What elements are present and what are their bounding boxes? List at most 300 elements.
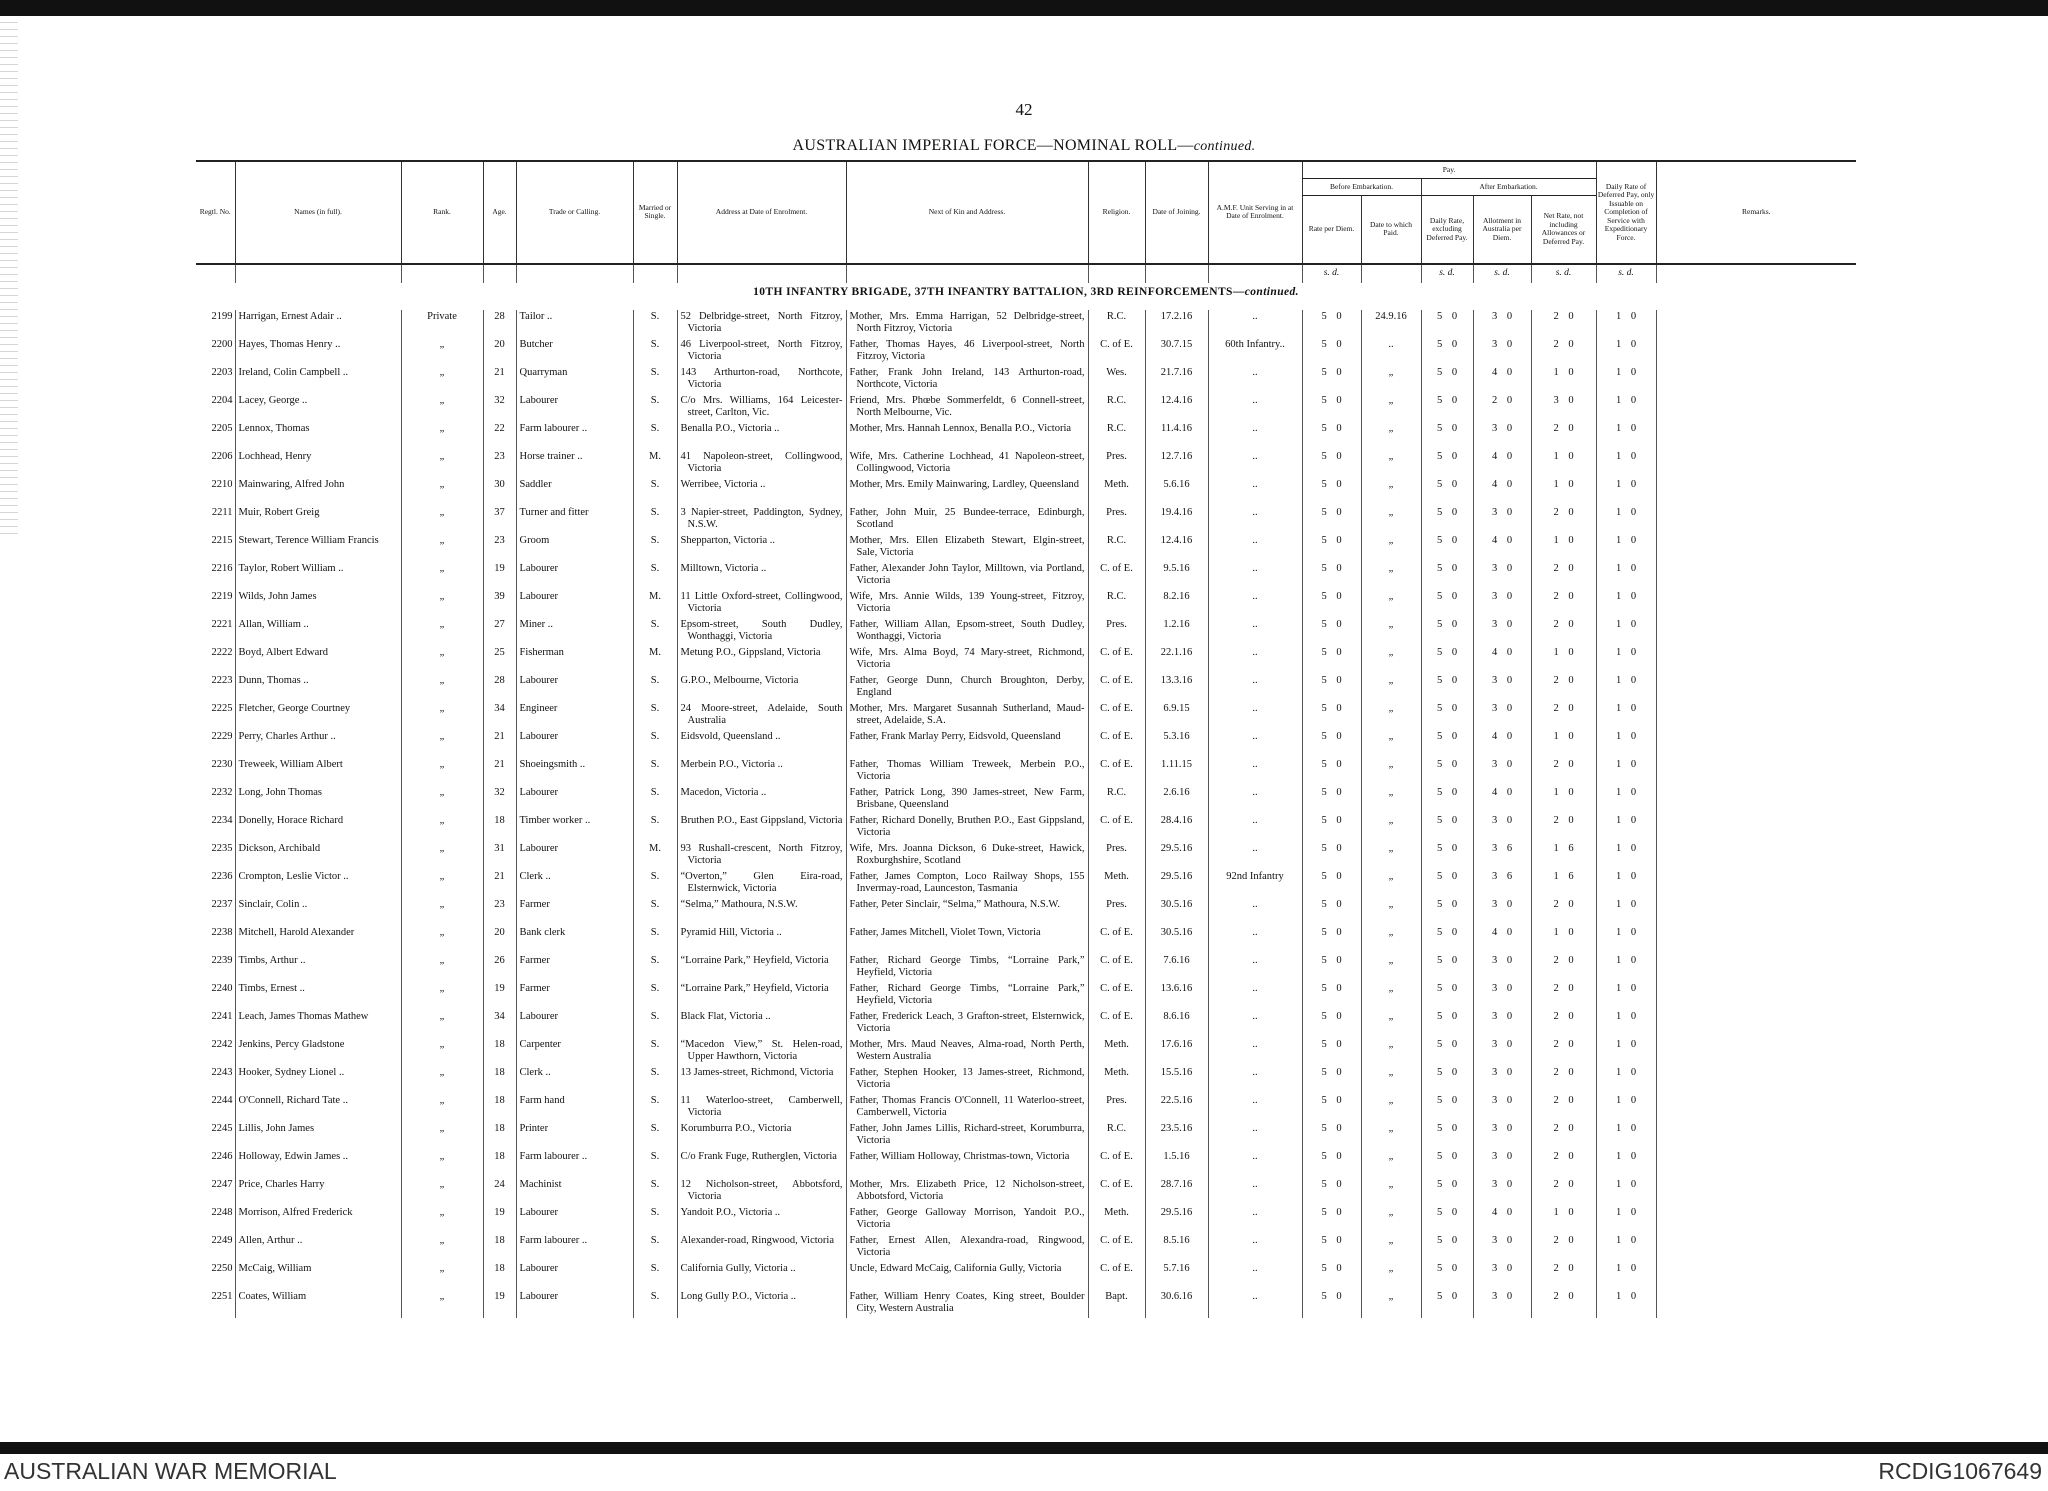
header-allotment: Allotment in Australia per Diem. bbox=[1473, 196, 1531, 264]
cell-address: Pyramid Hill, Victoria .. bbox=[677, 926, 846, 954]
cell-age: 32 bbox=[483, 394, 516, 422]
cell-married-single: S. bbox=[633, 982, 677, 1010]
cell-daily-rate: 5 0 bbox=[1421, 506, 1473, 534]
cell-regt-no: 2241 bbox=[211, 1010, 233, 1022]
table-row bbox=[196, 310, 1856, 338]
table-row bbox=[196, 1122, 1856, 1150]
cell-remarks bbox=[1656, 926, 1856, 954]
cell-religion: C. of E. bbox=[1088, 982, 1145, 1010]
cell-name: McCaig, William bbox=[235, 1262, 401, 1290]
cell-daily-rate: 5 0 bbox=[1421, 366, 1473, 394]
cell-next-of-kin: Father, Alexander John Taylor, Milltown, via Portland, Victoria bbox=[846, 562, 1088, 590]
cell-name: Boyd, Albert Edward bbox=[235, 646, 401, 674]
table-row bbox=[196, 898, 1856, 926]
cell-deferred-rate: 1 0 bbox=[1596, 870, 1656, 898]
cell-daily-rate: 5 0 bbox=[1421, 954, 1473, 982]
cell-deferred-rate: 1 0 bbox=[1596, 1234, 1656, 1262]
cell-rate-per-diem: 5 0 bbox=[1302, 674, 1361, 702]
cell-married-single: M. bbox=[633, 590, 677, 618]
cell-next-of-kin: Mother, Mrs. Emily Mainwaring, Lardley, Queensland bbox=[846, 478, 1088, 506]
cell-daily-rate: 5 0 bbox=[1421, 926, 1473, 954]
cell-religion: C. of E. bbox=[1088, 338, 1145, 366]
cell-regt-no: 2251 bbox=[211, 1290, 233, 1302]
table-row bbox=[196, 842, 1856, 870]
cell-trade: Engineer bbox=[516, 702, 633, 730]
cell-amf-unit: .. bbox=[1208, 954, 1302, 982]
cell-next-of-kin: Father, Peter Sinclair, “Selma,” Mathoura, N.S.W. bbox=[846, 898, 1088, 926]
cell-remarks bbox=[1656, 786, 1856, 814]
cell-rank: „ bbox=[401, 1038, 483, 1066]
cell-date-of-joining: 29.5.16 bbox=[1145, 842, 1208, 870]
cell-date-paid: „ bbox=[1361, 702, 1421, 730]
cell-regt-no: 2216 bbox=[211, 562, 233, 574]
cell-daily-rate: 5 0 bbox=[1421, 478, 1473, 506]
cell-trade: Labourer bbox=[516, 1206, 633, 1234]
cell-date-of-joining: 12.7.16 bbox=[1145, 450, 1208, 478]
header-trade: Trade or Calling. bbox=[516, 161, 633, 264]
cell-address: Alexander-road, Ringwood, Victoria bbox=[677, 1234, 846, 1262]
cell-name: Sinclair, Colin .. bbox=[235, 898, 401, 926]
cell-date-paid: „ bbox=[1361, 1234, 1421, 1262]
cell-trade: Labourer bbox=[516, 1290, 633, 1318]
cell-married-single: S. bbox=[633, 618, 677, 646]
cell-allotment: 3 0 bbox=[1473, 1038, 1531, 1066]
cell-married-single: S. bbox=[633, 1038, 677, 1066]
cell-religion: C. of E. bbox=[1088, 1234, 1145, 1262]
cell-remarks bbox=[1656, 674, 1856, 702]
cell-date-of-joining: 5.6.16 bbox=[1145, 478, 1208, 506]
cell-next-of-kin: Mother, Mrs. Elizabeth Price, 12 Nicholson-street, Abbotsford, Victoria bbox=[846, 1178, 1088, 1206]
cell-address: “Lorraine Park,” Heyfield, Victoria bbox=[677, 954, 846, 982]
cell-daily-rate: 5 0 bbox=[1421, 786, 1473, 814]
cell-trade: Farmer bbox=[516, 954, 633, 982]
cell-deferred-rate: 1 0 bbox=[1596, 422, 1656, 450]
cell-rate-per-diem: 5 0 bbox=[1302, 1094, 1361, 1122]
cell-date-paid: 24.9.16 bbox=[1361, 310, 1421, 338]
cell-rate-per-diem: 5 0 bbox=[1302, 1262, 1361, 1290]
cell-trade: Printer bbox=[516, 1122, 633, 1150]
cell-religion: R.C. bbox=[1088, 590, 1145, 618]
table-row bbox=[196, 534, 1856, 562]
cell-regt-no: 2199 bbox=[211, 310, 233, 322]
cell-allotment: 3 0 bbox=[1473, 338, 1531, 366]
cell-next-of-kin: Father, Frederick Leach, 3 Grafton-street, Elsternwick, Victoria bbox=[846, 1010, 1088, 1038]
cell-age: 18 bbox=[483, 1234, 516, 1262]
cell-date-of-joining: 19.4.16 bbox=[1145, 506, 1208, 534]
cell-age: 23 bbox=[483, 534, 516, 562]
cell-net-rate: 2 0 bbox=[1531, 1178, 1596, 1206]
table-row bbox=[196, 870, 1856, 898]
cell-deferred-rate: 1 0 bbox=[1596, 478, 1656, 506]
cell-rate-per-diem: 5 0 bbox=[1302, 870, 1361, 898]
cell-religion: Meth. bbox=[1088, 478, 1145, 506]
cell-rank: „ bbox=[401, 674, 483, 702]
cell-daily-rate: 5 0 bbox=[1421, 1178, 1473, 1206]
cell-daily-rate: 5 0 bbox=[1421, 394, 1473, 422]
cell-allotment: 3 0 bbox=[1473, 758, 1531, 786]
cell-allotment: 3 0 bbox=[1473, 422, 1531, 450]
cell-address: “Macedon View,” St. Helen-road, Upper Hawthorn, Victoria bbox=[677, 1038, 846, 1066]
cell-regt-no: 2203 bbox=[211, 366, 233, 378]
cell-name: Allen, Arthur .. bbox=[235, 1234, 401, 1262]
cell-rank: „ bbox=[401, 926, 483, 954]
cell-rate-per-diem: 5 0 bbox=[1302, 506, 1361, 534]
cell-married-single: S. bbox=[633, 1262, 677, 1290]
cell-address: Long Gully P.O., Victoria .. bbox=[677, 1290, 846, 1318]
table-row bbox=[196, 730, 1856, 758]
cell-daily-rate: 5 0 bbox=[1421, 1038, 1473, 1066]
cell-trade: Horse trainer .. bbox=[516, 450, 633, 478]
cell-rate-per-diem: 5 0 bbox=[1302, 1290, 1361, 1318]
cell-amf-unit: .. bbox=[1208, 898, 1302, 926]
header-pay: Pay. bbox=[1302, 161, 1596, 179]
cell-date-paid: „ bbox=[1361, 590, 1421, 618]
cell-religion: R.C. bbox=[1088, 786, 1145, 814]
table-row bbox=[196, 814, 1856, 842]
cell-allotment: 3 6 bbox=[1473, 870, 1531, 898]
cell-name: Dickson, Archibald bbox=[235, 842, 401, 870]
cell-married-single: S. bbox=[633, 506, 677, 534]
table-row bbox=[196, 1150, 1856, 1178]
cell-address: Epsom-street, South Dudley, Wonthaggi, Victoria bbox=[677, 618, 846, 646]
cell-deferred-rate: 1 0 bbox=[1596, 1290, 1656, 1318]
cell-amf-unit: .. bbox=[1208, 786, 1302, 814]
cell-remarks bbox=[1656, 898, 1856, 926]
cell-regt-no: 2215 bbox=[211, 534, 233, 546]
cell-rank: „ bbox=[401, 1178, 483, 1206]
cell-married-single: S. bbox=[633, 562, 677, 590]
cell-daily-rate: 5 0 bbox=[1421, 982, 1473, 1010]
cell-married-single: S. bbox=[633, 758, 677, 786]
cell-daily-rate: 5 0 bbox=[1421, 1150, 1473, 1178]
cell-address: 41 Napoleon-street, Collingwood, Victoria bbox=[677, 450, 846, 478]
cell-religion: C. of E. bbox=[1088, 702, 1145, 730]
cell-religion: Pres. bbox=[1088, 898, 1145, 926]
cell-date-paid: „ bbox=[1361, 954, 1421, 982]
cell-date-paid: „ bbox=[1361, 674, 1421, 702]
cell-trade: Labourer bbox=[516, 786, 633, 814]
header-religion: Religion. bbox=[1088, 161, 1145, 264]
cell-deferred-rate: 1 0 bbox=[1596, 338, 1656, 366]
cell-deferred-rate: 1 0 bbox=[1596, 1038, 1656, 1066]
cell-next-of-kin: Wife, Mrs. Catherine Lochhead, 41 Napoleon-street, Collingwood, Victoria bbox=[846, 450, 1088, 478]
cell-date-of-joining: 8.2.16 bbox=[1145, 590, 1208, 618]
cell-rank: „ bbox=[401, 1290, 483, 1318]
cell-net-rate: 2 0 bbox=[1531, 1290, 1596, 1318]
header-address: Address at Date of Enrolment. bbox=[677, 161, 846, 264]
cell-rate-per-diem: 5 0 bbox=[1302, 702, 1361, 730]
cell-deferred-rate: 1 0 bbox=[1596, 590, 1656, 618]
header-after-embarkation: After Embarkation. bbox=[1421, 179, 1596, 196]
cell-next-of-kin: Mother, Mrs. Hannah Lennox, Benalla P.O., Victoria bbox=[846, 422, 1088, 450]
cell-next-of-kin: Father, Richard George Timbs, “Lorraine Park,” Heyfield, Victoria bbox=[846, 982, 1088, 1010]
cell-daily-rate: 5 0 bbox=[1421, 450, 1473, 478]
title-suffix: continued. bbox=[1193, 139, 1256, 154]
cell-religion: C. of E. bbox=[1088, 562, 1145, 590]
cell-net-rate: 2 0 bbox=[1531, 1094, 1596, 1122]
unit-sd: s. d. bbox=[1596, 264, 1656, 283]
cell-married-single: S. bbox=[633, 338, 677, 366]
cell-deferred-rate: 1 0 bbox=[1596, 1094, 1656, 1122]
cell-name: Wilds, John James bbox=[235, 590, 401, 618]
cell-trade: Timber worker .. bbox=[516, 814, 633, 842]
cell-age: 24 bbox=[483, 1178, 516, 1206]
cell-allotment: 3 0 bbox=[1473, 506, 1531, 534]
cell-address: Merbein P.O., Victoria .. bbox=[677, 758, 846, 786]
cell-age: 19 bbox=[483, 1206, 516, 1234]
cell-remarks bbox=[1656, 1150, 1856, 1178]
cell-address: “Overton,” Glen Eira-road, Elsternwick, Victoria bbox=[677, 870, 846, 898]
cell-date-paid: „ bbox=[1361, 1066, 1421, 1094]
cell-age: 18 bbox=[483, 1122, 516, 1150]
cell-amf-unit: .. bbox=[1208, 758, 1302, 786]
cell-net-rate: 2 0 bbox=[1531, 814, 1596, 842]
cell-rank: „ bbox=[401, 338, 483, 366]
cell-regt-no: 2236 bbox=[211, 870, 233, 882]
cell-address: C/o Frank Fuge, Rutherglen, Victoria bbox=[677, 1150, 846, 1178]
table-row bbox=[196, 618, 1856, 646]
cell-amf-unit: .. bbox=[1208, 982, 1302, 1010]
cell-address: 24 Moore-street, Adelaide, South Australia bbox=[677, 702, 846, 730]
cell-married-single: S. bbox=[633, 730, 677, 758]
cell-rate-per-diem: 5 0 bbox=[1302, 534, 1361, 562]
cell-age: 28 bbox=[483, 310, 516, 338]
cell-age: 21 bbox=[483, 730, 516, 758]
cell-date-paid: „ bbox=[1361, 814, 1421, 842]
table-row bbox=[196, 394, 1856, 422]
cell-allotment: 3 0 bbox=[1473, 982, 1531, 1010]
cell-rank: „ bbox=[401, 590, 483, 618]
cell-age: 21 bbox=[483, 366, 516, 394]
nominal-roll-table bbox=[196, 160, 1856, 1318]
cell-amf-unit: .. bbox=[1208, 450, 1302, 478]
cell-trade: Clerk .. bbox=[516, 1066, 633, 1094]
cell-daily-rate: 5 0 bbox=[1421, 646, 1473, 674]
cell-age: 28 bbox=[483, 674, 516, 702]
table-row bbox=[196, 506, 1856, 534]
cell-rank: „ bbox=[401, 450, 483, 478]
cell-net-rate: 1 6 bbox=[1531, 870, 1596, 898]
cell-rank: „ bbox=[401, 618, 483, 646]
cell-rank: „ bbox=[401, 1206, 483, 1234]
cell-remarks bbox=[1656, 618, 1856, 646]
cell-allotment: 3 0 bbox=[1473, 814, 1531, 842]
cell-daily-rate: 5 0 bbox=[1421, 338, 1473, 366]
cell-rank: „ bbox=[401, 1010, 483, 1038]
cell-rank: „ bbox=[401, 842, 483, 870]
table-row bbox=[196, 702, 1856, 730]
cell-name: Lillis, John James bbox=[235, 1122, 401, 1150]
cell-religion: Pres. bbox=[1088, 618, 1145, 646]
cell-trade: Fisherman bbox=[516, 646, 633, 674]
cell-regt-no: 2248 bbox=[211, 1206, 233, 1218]
cell-net-rate: 1 0 bbox=[1531, 450, 1596, 478]
cell-married-single: S. bbox=[633, 1206, 677, 1234]
cell-allotment: 3 0 bbox=[1473, 1122, 1531, 1150]
cell-rank: „ bbox=[401, 1262, 483, 1290]
page-title bbox=[0, 137, 2048, 155]
cell-rate-per-diem: 5 0 bbox=[1302, 450, 1361, 478]
cell-next-of-kin: Father, Frank John Ireland, 143 Arthurton-road, Northcote, Victoria bbox=[846, 366, 1088, 394]
cell-net-rate: 3 0 bbox=[1531, 394, 1596, 422]
cell-allotment: 4 0 bbox=[1473, 450, 1531, 478]
cell-date-paid: „ bbox=[1361, 422, 1421, 450]
cell-rank: „ bbox=[401, 534, 483, 562]
cell-date-of-joining: 5.3.16 bbox=[1145, 730, 1208, 758]
cell-net-rate: 2 0 bbox=[1531, 758, 1596, 786]
cell-name: Dunn, Thomas .. bbox=[235, 674, 401, 702]
cell-rank: „ bbox=[401, 366, 483, 394]
cell-religion: Meth. bbox=[1088, 1038, 1145, 1066]
cell-married-single: S. bbox=[633, 1122, 677, 1150]
cell-date-paid: „ bbox=[1361, 870, 1421, 898]
table-row bbox=[196, 1206, 1856, 1234]
cell-remarks bbox=[1656, 954, 1856, 982]
cell-married-single: S. bbox=[633, 1234, 677, 1262]
cell-age: 20 bbox=[483, 926, 516, 954]
cell-religion: C. of E. bbox=[1088, 758, 1145, 786]
cell-daily-rate: 5 0 bbox=[1421, 618, 1473, 646]
cell-rank: Private bbox=[401, 310, 483, 338]
table-row bbox=[196, 926, 1856, 954]
cell-next-of-kin: Father, William Holloway, Christmas-town, Victoria bbox=[846, 1150, 1088, 1178]
cell-rate-per-diem: 5 0 bbox=[1302, 786, 1361, 814]
cell-age: 19 bbox=[483, 562, 516, 590]
cell-married-single: S. bbox=[633, 926, 677, 954]
cell-next-of-kin: Friend, Mrs. Phœbe Sommerfeldt, 6 Connell-street, North Melbourne, Vic. bbox=[846, 394, 1088, 422]
cell-net-rate: 1 0 bbox=[1531, 786, 1596, 814]
cell-remarks bbox=[1656, 1094, 1856, 1122]
cell-name: Leach, James Thomas Mathew bbox=[235, 1010, 401, 1038]
cell-remarks bbox=[1656, 870, 1856, 898]
cell-date-paid: „ bbox=[1361, 1038, 1421, 1066]
cell-daily-rate: 5 0 bbox=[1421, 814, 1473, 842]
cell-religion: C. of E. bbox=[1088, 674, 1145, 702]
cell-date-of-joining: 5.7.16 bbox=[1145, 1262, 1208, 1290]
cell-age: 18 bbox=[483, 1150, 516, 1178]
cell-rate-per-diem: 5 0 bbox=[1302, 1038, 1361, 1066]
cell-daily-rate: 5 0 bbox=[1421, 1234, 1473, 1262]
cell-date-paid: „ bbox=[1361, 1010, 1421, 1038]
scan-top-border bbox=[0, 0, 2048, 16]
cell-allotment: 3 0 bbox=[1473, 1262, 1531, 1290]
cell-next-of-kin: Father, Ernest Allen, Alexandra-road, Ringwood, Victoria bbox=[846, 1234, 1088, 1262]
table-row bbox=[196, 982, 1856, 1010]
cell-date-paid: „ bbox=[1361, 1094, 1421, 1122]
cell-date-paid: „ bbox=[1361, 758, 1421, 786]
cell-age: 25 bbox=[483, 646, 516, 674]
cell-regt-no: 2206 bbox=[211, 450, 233, 462]
cell-remarks bbox=[1656, 814, 1856, 842]
table-row bbox=[196, 1262, 1856, 1290]
cell-remarks bbox=[1656, 338, 1856, 366]
cell-regt-no: 2211 bbox=[211, 506, 233, 518]
cell-date-paid: „ bbox=[1361, 1150, 1421, 1178]
cell-next-of-kin: Father, Richard Donelly, Bruthen P.O., East Gippsland, Victoria bbox=[846, 814, 1088, 842]
cell-rate-per-diem: 5 0 bbox=[1302, 366, 1361, 394]
cell-amf-unit: .. bbox=[1208, 366, 1302, 394]
cell-allotment: 3 0 bbox=[1473, 898, 1531, 926]
cell-rate-per-diem: 5 0 bbox=[1302, 1066, 1361, 1094]
cell-trade: Farm labourer .. bbox=[516, 1234, 633, 1262]
cell-amf-unit: .. bbox=[1208, 926, 1302, 954]
cell-amf-unit: .. bbox=[1208, 1010, 1302, 1038]
unit-sd: s. d. bbox=[1421, 264, 1473, 283]
cell-age: 20 bbox=[483, 338, 516, 366]
cell-religion: C. of E. bbox=[1088, 814, 1145, 842]
cell-deferred-rate: 1 0 bbox=[1596, 1010, 1656, 1038]
cell-married-single: S. bbox=[633, 1094, 677, 1122]
cell-rank: „ bbox=[401, 982, 483, 1010]
cell-remarks bbox=[1656, 562, 1856, 590]
cell-name: Crompton, Leslie Victor .. bbox=[235, 870, 401, 898]
cell-name: Treweek, William Albert bbox=[235, 758, 401, 786]
cell-name: Allan, William .. bbox=[235, 618, 401, 646]
cell-allotment: 2 0 bbox=[1473, 394, 1531, 422]
cell-married-single: S. bbox=[633, 422, 677, 450]
unit-sd: s. d. bbox=[1302, 264, 1361, 283]
cell-trade: Labourer bbox=[516, 1010, 633, 1038]
cell-remarks bbox=[1656, 310, 1856, 338]
cell-age: 30 bbox=[483, 478, 516, 506]
cell-next-of-kin: Father, John James Lillis, Richard-street, Korumburra, Victoria bbox=[846, 1122, 1088, 1150]
cell-trade: Tailor .. bbox=[516, 310, 633, 338]
cell-next-of-kin: Father, George Dunn, Church Broughton, Derby, England bbox=[846, 674, 1088, 702]
cell-remarks bbox=[1656, 422, 1856, 450]
cell-age: 19 bbox=[483, 982, 516, 1010]
cell-next-of-kin: Uncle, Edward McCaig, California Gully, Victoria bbox=[846, 1262, 1088, 1290]
cell-date-of-joining: 7.6.16 bbox=[1145, 954, 1208, 982]
cell-amf-unit: .. bbox=[1208, 1150, 1302, 1178]
cell-allotment: 4 0 bbox=[1473, 366, 1531, 394]
cell-rate-per-diem: 5 0 bbox=[1302, 926, 1361, 954]
cell-amf-unit: .. bbox=[1208, 394, 1302, 422]
cell-deferred-rate: 1 0 bbox=[1596, 534, 1656, 562]
cell-rate-per-diem: 5 0 bbox=[1302, 1010, 1361, 1038]
cell-amf-unit: .. bbox=[1208, 478, 1302, 506]
cell-regt-no: 2223 bbox=[211, 674, 233, 686]
cell-address: Metung P.O., Gippsland, Victoria bbox=[677, 646, 846, 674]
cell-date-of-joining: 15.5.16 bbox=[1145, 1066, 1208, 1094]
cell-married-single: M. bbox=[633, 646, 677, 674]
cell-deferred-rate: 1 0 bbox=[1596, 954, 1656, 982]
cell-date-of-joining: 8.6.16 bbox=[1145, 1010, 1208, 1038]
cell-next-of-kin: Father, Thomas Hayes, 46 Liverpool-street, North Fitzroy, Victoria bbox=[846, 338, 1088, 366]
cell-next-of-kin: Mother, Mrs. Ellen Elizabeth Stewart, Elgin-street, Sale, Victoria bbox=[846, 534, 1088, 562]
cell-next-of-kin: Mother, Mrs. Margaret Susannah Sutherland, Maud-street, Adelaide, S.A. bbox=[846, 702, 1088, 730]
cell-next-of-kin: Father, George Galloway Morrison, Yandoit P.O., Victoria bbox=[846, 1206, 1088, 1234]
cell-net-rate: 1 0 bbox=[1531, 366, 1596, 394]
cell-amf-unit: .. bbox=[1208, 702, 1302, 730]
header-amf-unit: A.M.F. Unit Serving in at Date of Enrolment. bbox=[1208, 161, 1302, 264]
cell-age: 34 bbox=[483, 702, 516, 730]
cell-address: G.P.O., Melbourne, Victoria bbox=[677, 674, 846, 702]
cell-remarks bbox=[1656, 1038, 1856, 1066]
cell-rate-per-diem: 5 0 bbox=[1302, 1206, 1361, 1234]
cell-religion: Pres. bbox=[1088, 450, 1145, 478]
cell-married-single: S. bbox=[633, 1290, 677, 1318]
cell-trade: Quarryman bbox=[516, 366, 633, 394]
cell-remarks bbox=[1656, 982, 1856, 1010]
cell-married-single: S. bbox=[633, 674, 677, 702]
cell-deferred-rate: 1 0 bbox=[1596, 450, 1656, 478]
cell-allotment: 3 6 bbox=[1473, 842, 1531, 870]
cell-address: Korumburra P.O., Victoria bbox=[677, 1122, 846, 1150]
cell-married-single: S. bbox=[633, 366, 677, 394]
cell-deferred-rate: 1 0 bbox=[1596, 310, 1656, 338]
cell-married-single: S. bbox=[633, 898, 677, 926]
cell-date-of-joining: 30.5.16 bbox=[1145, 926, 1208, 954]
